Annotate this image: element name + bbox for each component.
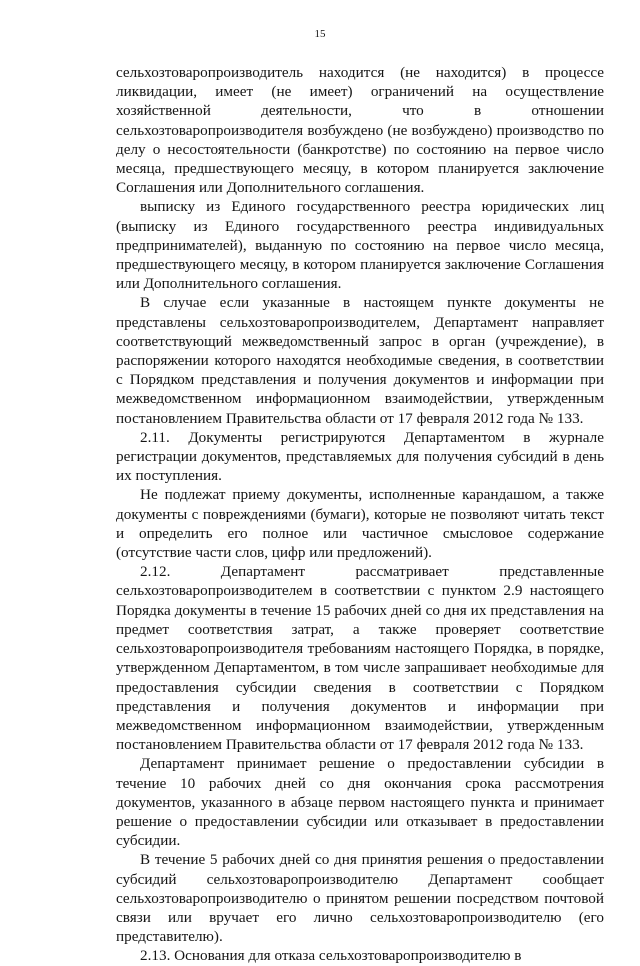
paragraph-7: Департамент принимает решение о предоставлении субсидии в течение 10 рабочих дней со дня окончания срока рассмотрения документов, указанного в абзаце первом настоящего пункта и принимает решение о предоставлении субсидии или отказывает в предоставлении субсидии. (116, 755, 604, 850)
paragraph-5: Не подлежат приему документы, исполненные карандашом, а также документы с повреждениями (бумаги), которые не позволяют читать текст и определить его полное или частичное смысловое содержание (отсутствие части слов, цифр или предложений). (116, 486, 604, 562)
paragraph-1: сельхозтоваропроизводитель находится (не находится) в процессе ликвидации, имеет (не имеет) ограничений на осуществление хозяйственной деятельности, что в отношении сельхозтоваропроизводителя возбуждено (не возбуждено) производство по делу о несостоятельности (банкротстве) по состоянию на первое число месяца, предшествующего месяцу, в котором планируется заключение Соглашения или Дополнительного соглашения. (116, 64, 604, 197)
paragraph-3: В случае если указанные в настоящем пункте документы не представлены сельхозтоваропроизводителем, Департамент направляет соответствующий межведомственный запрос в орган (учреждение), в распоряжении которого находятся необходимые сведения, в соответствии с Порядком представления и получения документов и информации при межведомственном информационном взаимодействии, утвержденным постановлением Правительства области от 17 февраля 2012 года № 133. (116, 294, 604, 427)
paragraph-6: 2.12. Департамент рассматривает представленные сельхозтоваропроизводителем в соответствии с пунктом 2.9 настоящего Порядка документы в течение 15 рабочих дней со дня их представления на предмет соответствия затрат, а также проверяет соответствие сельхозтоваропроизводителя требованиям настоящего Порядка, в порядке, утвержденном Департаментом, в том числе запрашивает необходимые для предоставления субсидии сведения в соответствии с Порядком представления и получения документов и информации при межведомственном информационном взаимодействии, утвержденным постановлением Правительства области от 17 февраля 2012 года № 133. (116, 563, 604, 754)
paragraph-4: 2.11. Документы регистрируются Департаментом в журнале регистрации документов, представляемых для получения субсидий в день их поступления. (116, 428, 604, 485)
document-body (116, 63, 604, 966)
paragraph-2: выписку из Единого государственного реестра юридических лиц (выписку из Единого государственного реестра индивидуальных предпринимателей), выданную по состоянию на первое число месяца, предшествующего месяцу, в котором планируется заключение Соглашения или Дополнительного соглашения. (116, 198, 604, 293)
paragraph-9: 2.13. Основания для отказа сельхозтоваропроизводителю в (140, 947, 522, 965)
page-number: 15 (314, 28, 326, 40)
paragraph-8: В течение 5 рабочих дней со дня принятия решения о предоставлении субсидий сельхозтоваропроизводителю Департамент сообщает сельхозтоваропроизводителю о принятом решении посредством почтовой связи или вручает его лично сельхозтоваропроизводителю (его представителю). (116, 851, 604, 946)
